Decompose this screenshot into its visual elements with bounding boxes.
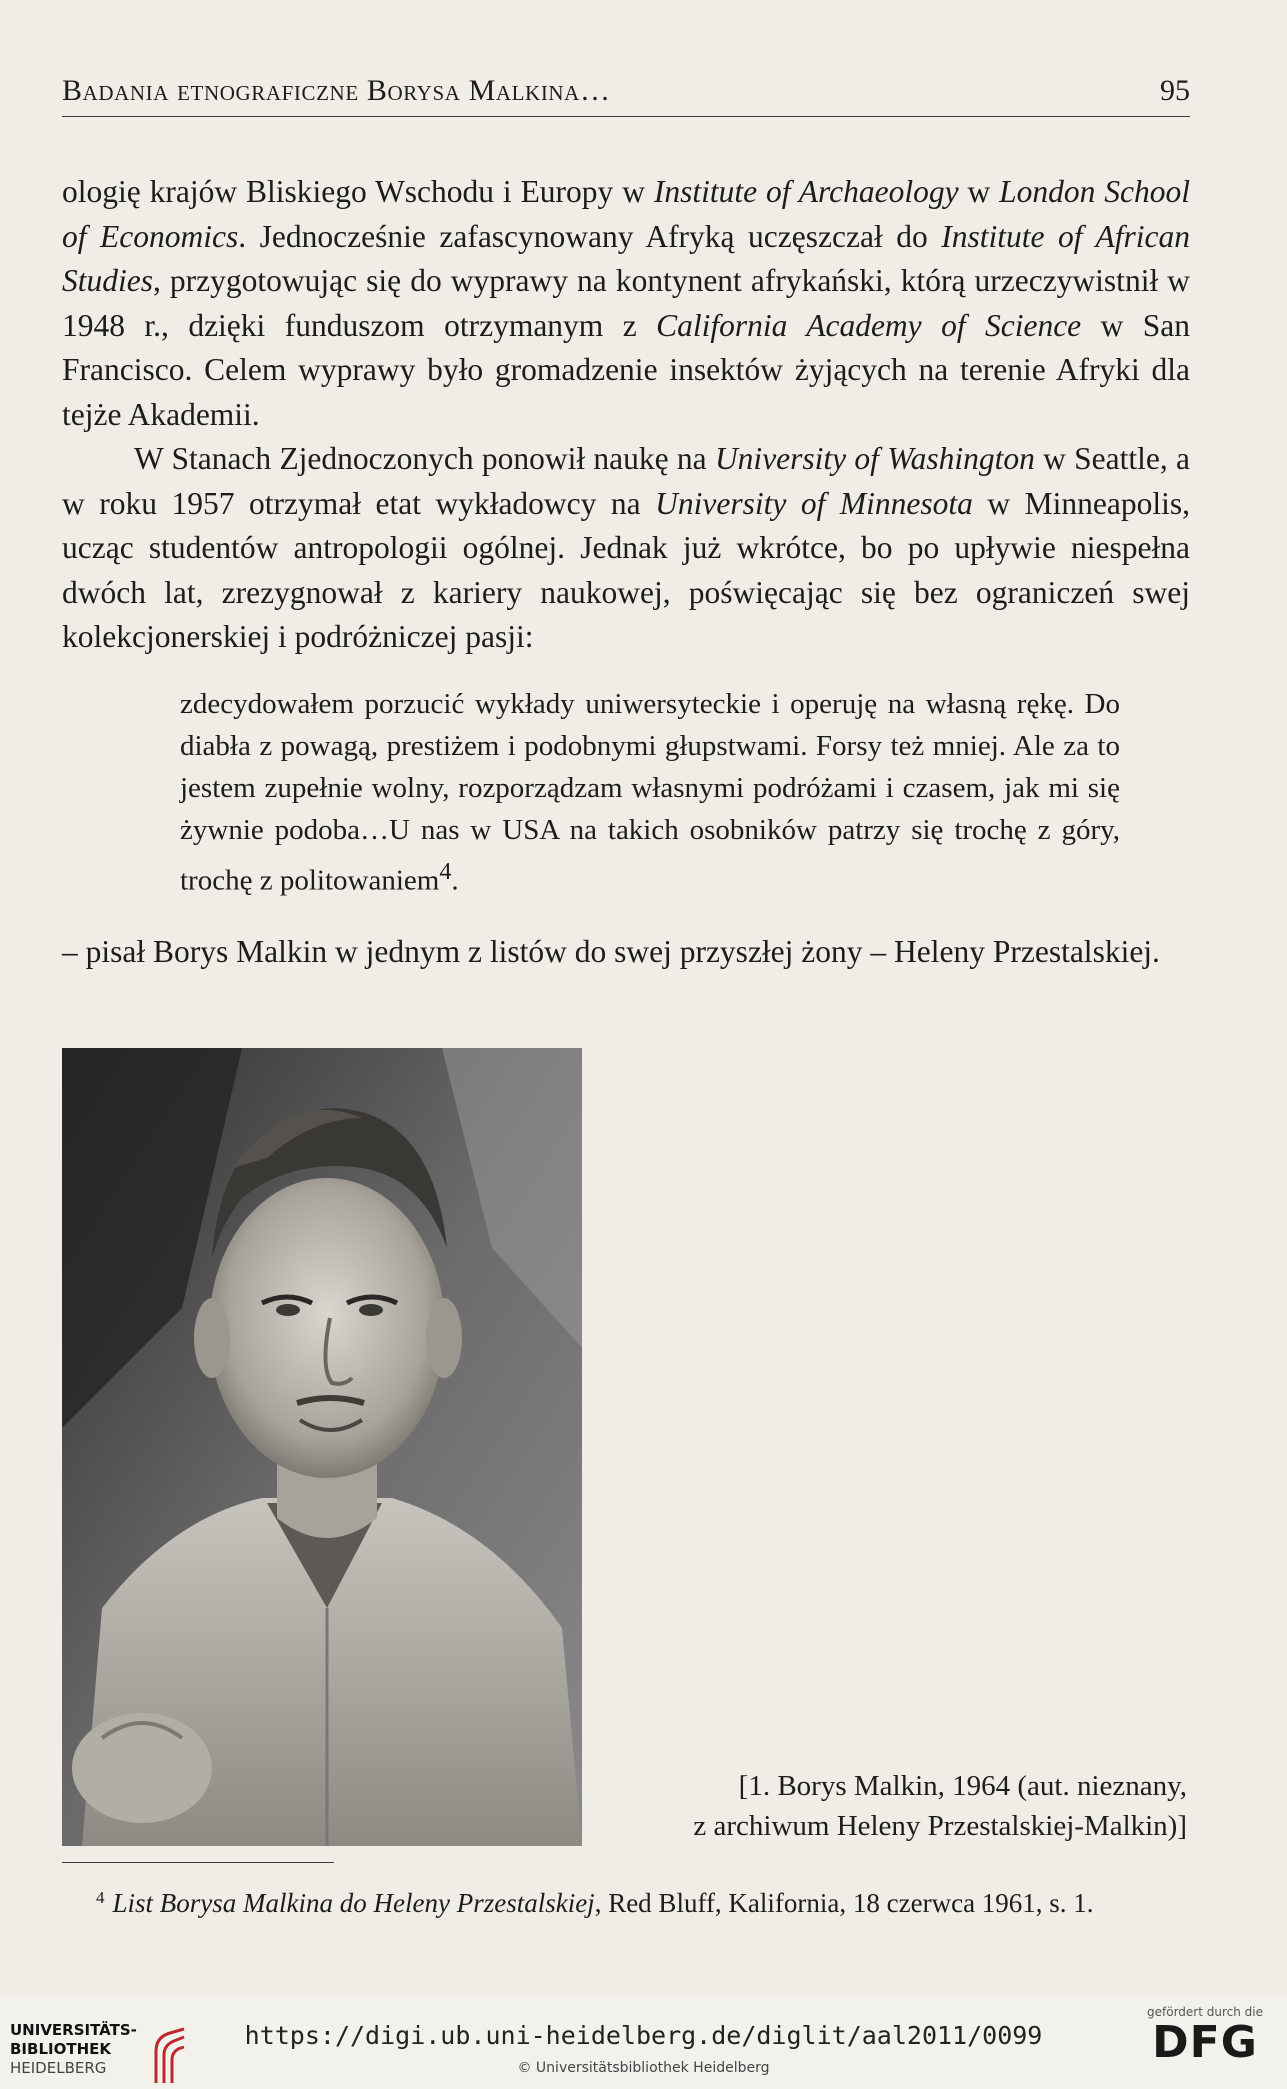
p1-text-a: ologię krajów Bliskiego Wschodu i Europy w xyxy=(62,174,654,209)
footnote-number: 4 xyxy=(96,1888,105,1907)
funder-logo[interactable] xyxy=(1145,2005,1265,2085)
dfg-logo: DFG xyxy=(1152,2017,1258,2068)
footnote-separator xyxy=(62,1862,334,1863)
permalink-url[interactable]: https://digi.ub.uni-heidelberg.de/diglit/aal2011/0099 xyxy=(244,2021,1043,2050)
library-name-line-2: BIBLIOTHEK xyxy=(10,2040,111,2058)
p1-italic-lse: London School of Economics xyxy=(62,174,1190,254)
figure-caption xyxy=(587,1766,1187,1846)
footnote xyxy=(96,1879,1196,1922)
quote-paragraph xyxy=(180,683,1120,902)
paragraph-3: – pisał Borys Malkin w jednym z listów do swej przyszłej żony – Heleny Przestalskiej. xyxy=(62,934,1160,969)
p2-italic-university-washington: University of Washington xyxy=(714,441,1035,476)
paragraph-2 xyxy=(62,437,1190,660)
p1-text-i: w San Francisco. Celem wyprawy było gromadzenie insektów żyjących na terenie Afryki dla tejże Akademii. xyxy=(62,307,1190,432)
p1-text-g: , przygotowując się do wyprawy na kontynent afrykański, którą urzeczywistnił w 1948 r., dzięki funduszom otrzymanym z xyxy=(62,263,1190,343)
footnote-details: , Red Bluff, Kalifornia, 18 czerwca 1961, s. 1. xyxy=(594,1888,1094,1918)
library-name-line-3: HEIDELBERG xyxy=(10,2059,107,2077)
p1-italic-institute-archaeology: Institute of Archaeology xyxy=(653,174,959,209)
p2-text-a: W Stanach Zjednoczonych ponowił naukę na xyxy=(134,441,715,476)
p1-text-c: w xyxy=(958,174,1000,209)
p1-text-e: . Jednocześnie zafascynowany Afryką uczęszczał do xyxy=(238,218,942,254)
paragraph-3-container xyxy=(62,930,1190,975)
digitization-footer xyxy=(0,1995,1287,2089)
running-title: Badania etnograficzne Borysa Malkina… xyxy=(62,74,611,107)
main-text xyxy=(62,170,1190,660)
quote-text: zdecydowałem porzucić wykłady uniwersyteckie i operuję na własną rękę. Do diabła z powagą, prestiżem i podobnymi głupstwami. Forsy też mniej. Ale za to jestem zupełnie wolny, rozporządzam własnymi podróżami i czasem, jak mi się żywnie podoba…U nas w USA na takich osobników patrzy się trochę z góry, trochę z politowaniem xyxy=(180,688,1120,897)
funder-note: gefördert durch die xyxy=(1147,2005,1263,2019)
footnote-title: List Borysa Malkina do Heleny Przestalskiej xyxy=(112,1888,595,1918)
quote-end: . xyxy=(451,864,459,897)
p1-italic-african-studies: Institute of African Studies xyxy=(62,218,1190,298)
copyright-notice: © Universitätsbibliothek Heidelberg xyxy=(517,2060,770,2076)
portrait-image xyxy=(62,1048,582,1846)
running-header xyxy=(62,74,1190,117)
p2-text-c: w Seattle, a w roku 1957 otrzymał etat wykładowcy na xyxy=(62,441,1190,521)
portrait-photo xyxy=(62,1048,582,1846)
footnote-reference[interactable]: 4 xyxy=(439,858,452,885)
caption-line-1: [1. Borys Malkin, 1964 (aut. nieznany, xyxy=(738,1770,1187,1802)
library-name-line-1: UNIVERSITÄTS- xyxy=(10,2021,137,2039)
caption-line-2: z archiwum Heleny Przestalskiej-Malkin)] xyxy=(693,1810,1187,1842)
page-number: 95 xyxy=(1160,74,1190,107)
paragraph-1 xyxy=(62,170,1190,437)
p2-text-e: w Minneapolis, ucząc studentów antropologii ogólnej. Jednak już wkrótce, bo po upływie niespełna dwóch lat, zrezygnował z kariery naukowej, poświęcając się bez ograniczeń swej kolekcjonerskiej i podróżniczej pasji: xyxy=(62,485,1190,654)
p1-italic-california-academy: California Academy of Science xyxy=(656,307,1082,343)
block-quote xyxy=(180,683,1120,902)
p2-italic-university-minnesota: University of Minnesota xyxy=(655,485,973,521)
